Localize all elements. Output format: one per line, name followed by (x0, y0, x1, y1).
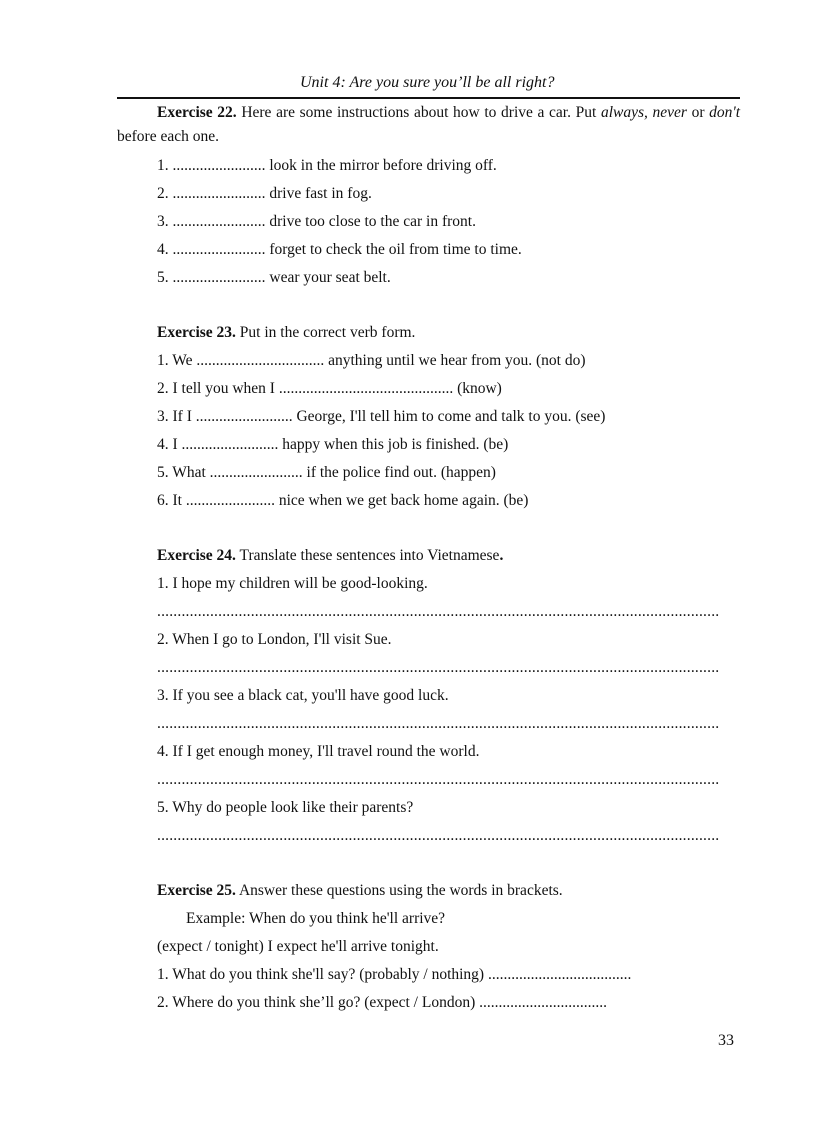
exercise-24-sentence: 3. If you see a black cat, you'll have good luck. (157, 687, 449, 704)
exercise-23-label: Exercise 23. (157, 324, 236, 341)
exercise-22-item: 3. ........................ drive too close to the car in front. (157, 213, 476, 230)
exercise-22-item: 2. ........................ drive fast in fog. (157, 185, 372, 202)
exercise-25-item: 1. What do you think she'll say? (probably / nothing) ..................................... (157, 966, 632, 983)
exercise-23-item: 5. What ........................ if the police find out. (happen) (157, 464, 496, 481)
answer-line: .......................................................................................................................................... (157, 771, 720, 788)
exercise-25-instructions: Exercise 25. Answer these questions using the words in brackets. (157, 882, 563, 899)
answer-line: .......................................................................................................................................... (157, 603, 720, 620)
exercise-24-sentence: 5. Why do people look like their parents? (157, 799, 414, 816)
exercise-22-item: 5. ........................ wear your seat belt. (157, 269, 391, 286)
exercise-25-item: 2. Where do you think she’ll go? (expect / London) ................................. (157, 994, 607, 1011)
exercise-25-label: Exercise 25. (157, 882, 236, 899)
exercise-23-item: 4. I ......................... happy when this job is finished. (be) (157, 436, 509, 453)
exercise-24-sentence: 4. If I get enough money, I'll travel round the world. (157, 743, 480, 760)
exercise-22-label: Exercise 22. (157, 104, 237, 121)
header-rule (117, 97, 740, 99)
exercise-23-instructions: Exercise 23. Put in the correct verb form. (157, 324, 416, 341)
exercise-22-item: 1. ........................ look in the mirror before driving off. (157, 157, 497, 174)
example-question: Example: When do you think he'll arrive? (186, 910, 446, 927)
exercise-23-item: 3. If I ......................... George, I'll tell him to come and talk to you. (see) (157, 408, 606, 425)
answer-line: .......................................................................................................................................... (157, 659, 720, 676)
example-answer: (expect / tonight) I expect he'll arrive tonight. (157, 938, 439, 955)
exercise-24-label: Exercise 24. (157, 547, 236, 564)
exercise-24-instructions: Exercise 24. Translate these sentences into Vietnamese. (157, 547, 504, 564)
answer-line: .......................................................................................................................................... (157, 715, 720, 732)
exercise-23-item: 2. I tell you when I ............................................. (know) (157, 380, 502, 397)
exercise-23-item: 1. We ................................. anything until we hear from you. (not do) (157, 352, 586, 369)
running-header: Unit 4: Are you sure you’ll be all right? (300, 74, 555, 91)
exercise-22-instructions: Exercise 22. Here are some instructions about how to drive a car. Put always, never or don't before each one. (117, 104, 740, 145)
exercise-22-item: 4. ........................ forget to check the oil from time to time. (157, 241, 522, 258)
exercise-24-sentence: 1. I hope my children will be good-looking. (157, 575, 428, 592)
answer-line: .......................................................................................................................................... (157, 827, 720, 844)
page-number: 33 (718, 1032, 734, 1049)
exercise-23-item: 6. It ....................... nice when we get back home again. (be) (157, 492, 529, 509)
exercise-24-sentence: 2. When I go to London, I'll visit Sue. (157, 631, 392, 648)
